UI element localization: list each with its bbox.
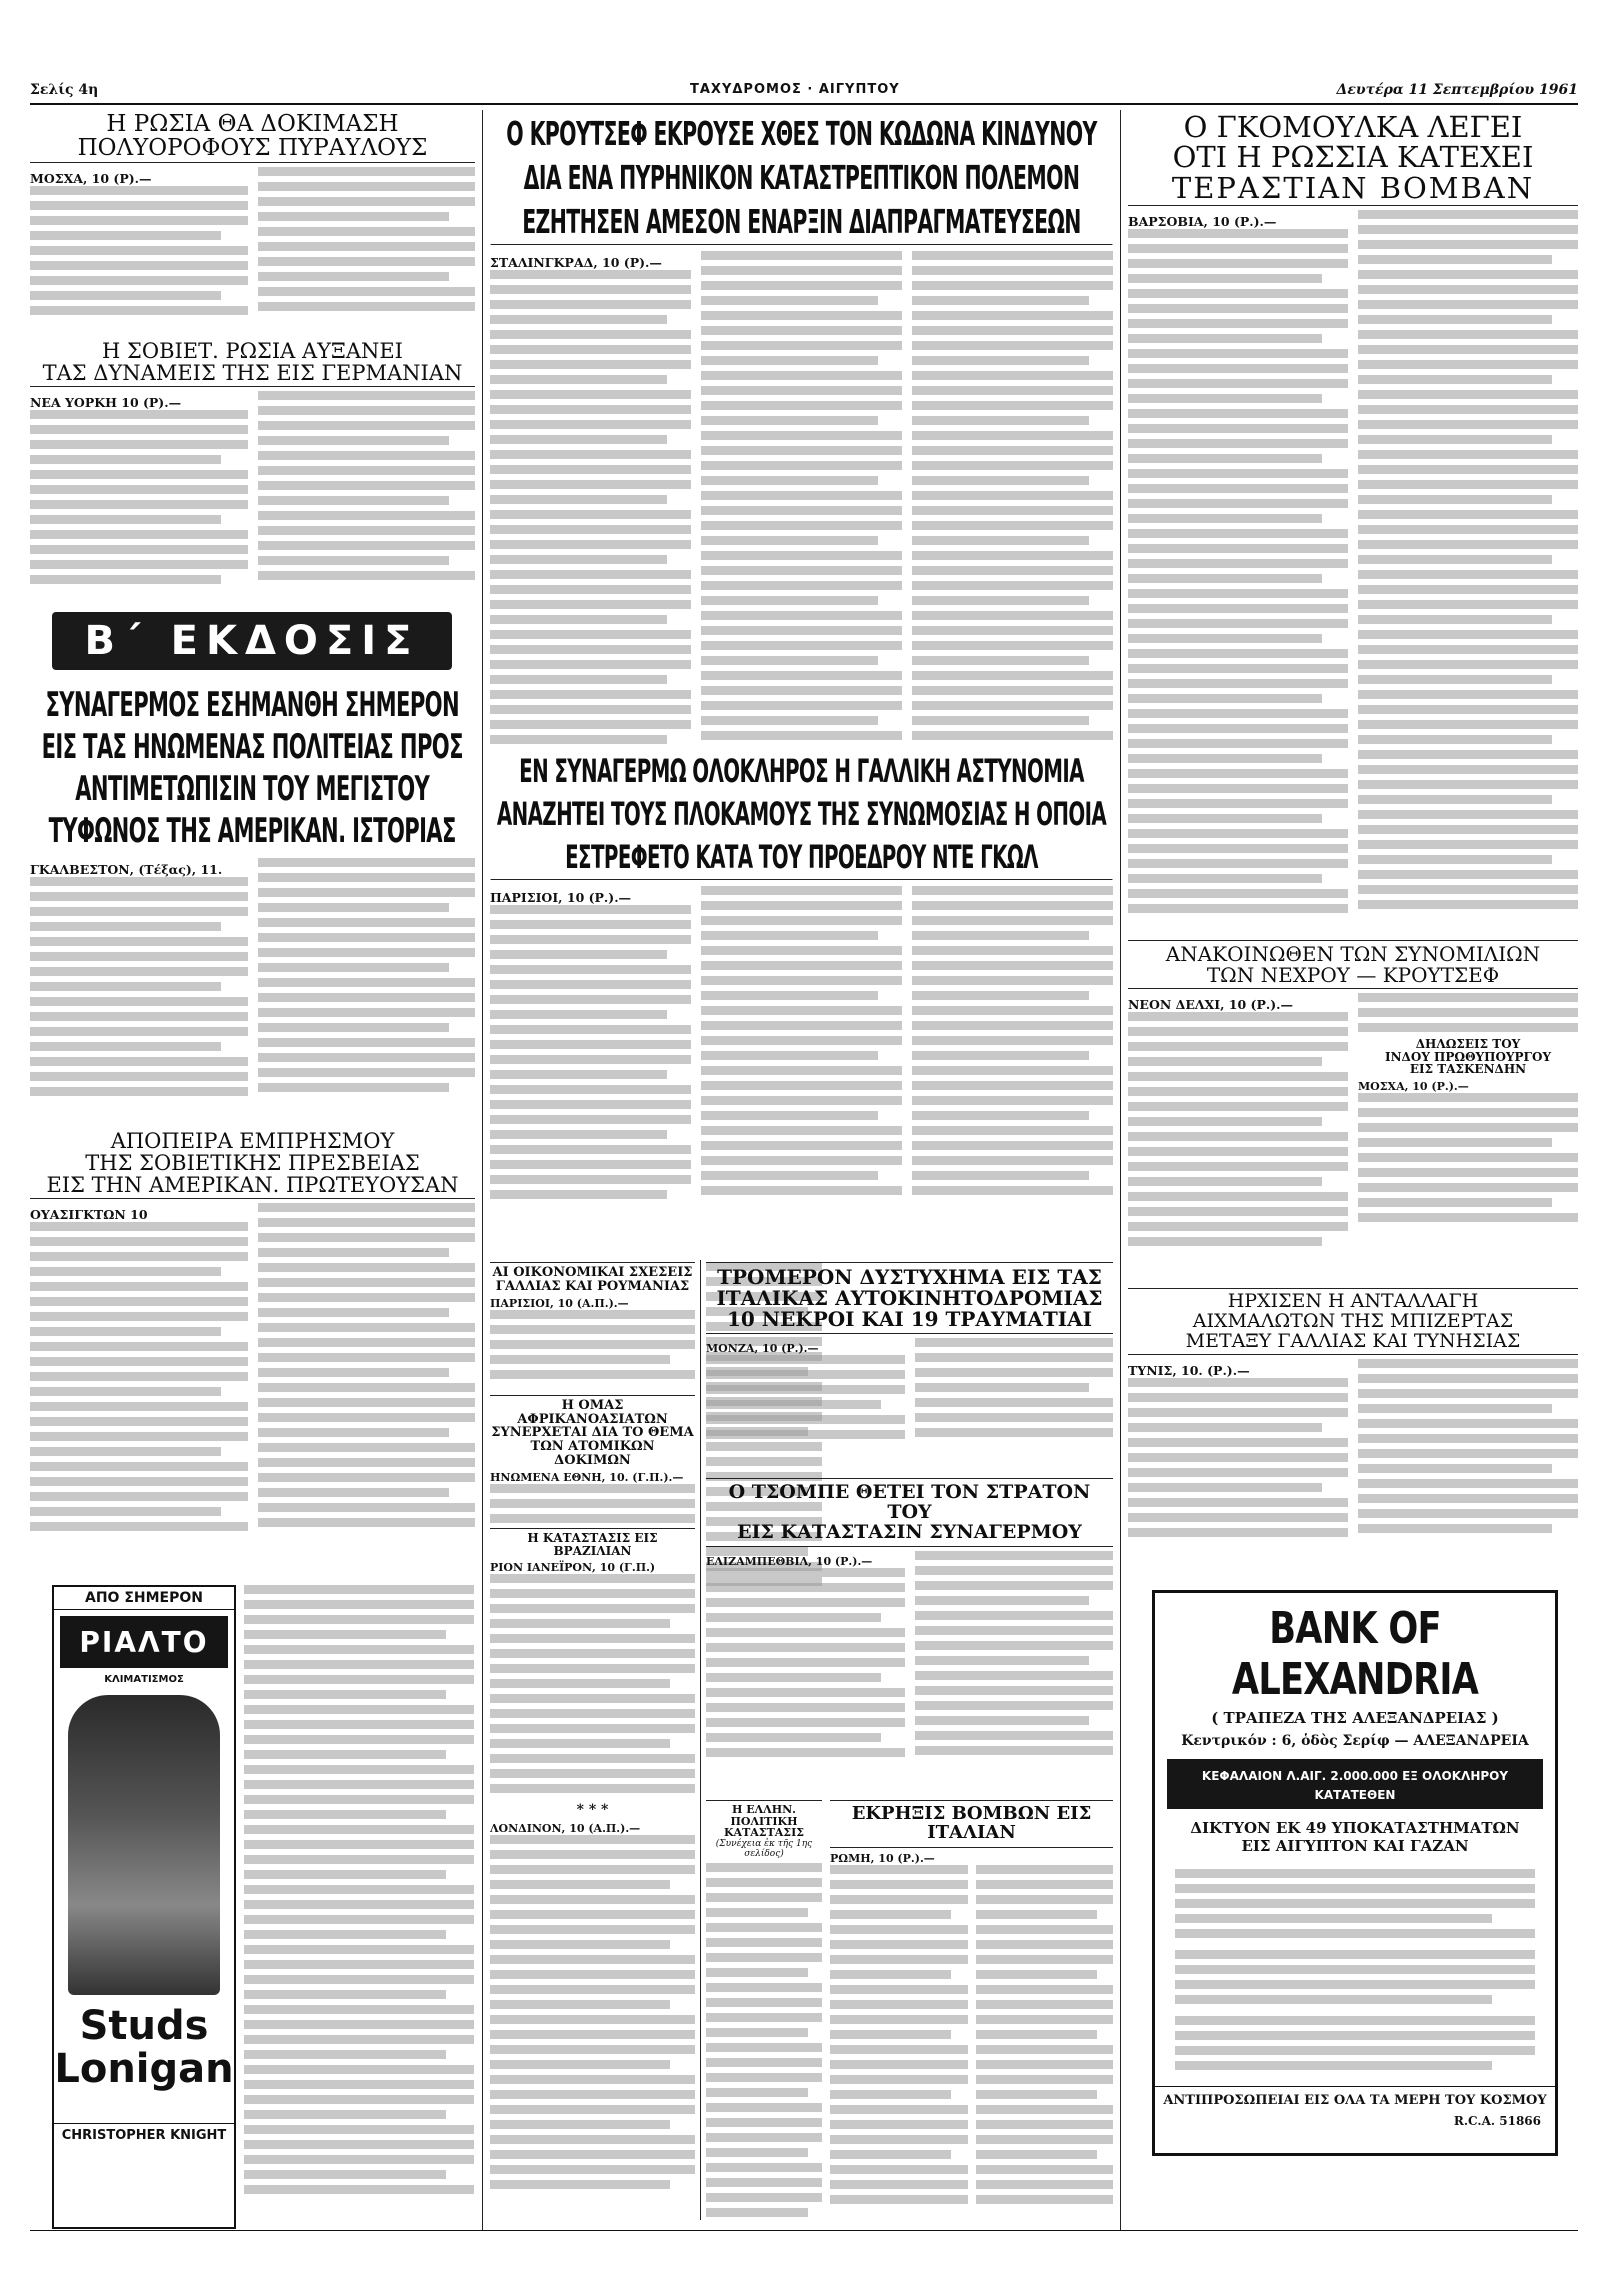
- headline: ΣΥΝΕΡΧΕΤΑΙ ΔΙΑ ΤΟ ΘΕΜΑ: [491, 1425, 694, 1441]
- dateline: ΗΝΩΜΕΝΑ ΕΘΝΗ, 10. (Γ.Π.).—: [490, 1471, 684, 1485]
- bank-name: BANK OF ALEXANDRIA: [1231, 1603, 1479, 1705]
- dateline: ΠΑΡΙΣΙΟΙ, 10 (Α.Π.).—: [490, 1297, 629, 1311]
- article-embassy-arson: [30, 1130, 475, 1580]
- dateline: ΡΙΟΝ ΙΑΝΕΪΡΟΝ, 10 (Γ.Π.): [490, 1561, 656, 1575]
- headline: ΑΝΑΚΟΙΝΩΘΕΝ ΤΩΝ ΣΥΝΟΜΙΛΙΩΝ: [1128, 940, 1578, 965]
- dateline: ΟΥΑΣΙΓΚΤΩΝ 10: [30, 1207, 148, 1223]
- subheadline: ΕΙΣ ΤΑΣΚΕΝΔΗΝ: [1409, 1062, 1527, 1077]
- bank-capital: [1167, 1759, 1543, 1809]
- headline: Ο ΚΡΟΥΤΣΕΦ ΕΚΡΟΥΣΕ ΧΘΕΣ ΤΟΝ ΚΩΔΩΝΑ ΚΙΝΔΥΝΟΥ ΔΙΑ ΕΝΑ ΠΥΡΗΝΙΚΟΝ ΚΑΤΑΣΤΡΕΠΤΙΚΟΝ ΠΟΛΕΜΟΝ ΕΖΗΤΗΣΕΝ ΑΜΕΣΟΝ ΕΝΑΡΞΙΝ ΔΙΑΠΡΑΓΜΑΤΕΥΣΕΩΝ: [491, 112, 1113, 245]
- masthead-rule: [30, 103, 1578, 105]
- headline: ΤΗΣ ΣΟΒΙΕΤΙΚΗΣ ΠΡΕΣΒΕΙΑΣ: [85, 1151, 420, 1176]
- headline: ΟΤΙ Η ΡΩΣΣΙΑ ΚΑΤΕΧΕΙ: [1172, 140, 1534, 175]
- ad-from-today: ΑΠΟ ΣΗΜΕΡΟΝ: [54, 1587, 234, 1610]
- headline: ΤΕΡΑΣΤΙΑΝ ΒΟΜΒΑΝ: [1128, 173, 1578, 206]
- headline: ΗΡΧΙΣΕΝ Η ΑΝΤΑΛΛΑΓΗ: [1128, 1288, 1578, 1312]
- dateline: ΡΩΜΗ, 10 (Ρ.).—: [830, 1851, 935, 1865]
- dateline: ΝΕΑ ΥΟΡΚΗ 10 (Ρ).—: [30, 395, 182, 411]
- headline: Ο ΤΣΟΜΠΕ ΘΕΤΕΙ ΤΟΝ ΣΤΡΑΤΟΝ ΤΟΥ: [706, 1478, 1113, 1523]
- headline: ΕΝ ΣΥΝΑΓΕΡΜΩ ΟΛΟΚΛΗΡΟΣ Η ΓΑΛΛΙΚΗ ΑΣΤΥΝΟΜΙΑ ΑΝΑΖΗΤΕΙ ΤΟΥΣ ΠΛΟΚΑΜΟΥΣ ΤΗΣ ΣΥΝΩΜΟΣΙΑΣ Η ΟΠΟΙΑ ΕΣΤΡΕΦΕΤΟ ΚΑΤΑ ΤΟΥ ΠΡΟΕΔΡΟΥ ΝΤΕ ΓΚΩΛ: [491, 750, 1113, 880]
- footer-rule: [30, 2230, 1578, 2231]
- dateline: ΕΛΙΖΑΜΠΕΘΒΙΛ, 10 (Ρ.).—: [706, 1554, 873, 1568]
- headline: Η ΡΩΣΙΑ ΘΑ ΔΟΚΙΜΑΣΗ: [106, 112, 399, 137]
- ad-venue-name: ΡΙΑΛΤΟ: [79, 1625, 209, 1659]
- dateline: ΜΟΝΖΑ, 10 (Ρ.).—: [706, 1342, 819, 1355]
- headline: ΕΚΡΗΞΙΣ ΒΟΜΒΩΝ ΕΙΣ ΙΤΑΛΙΑΝ: [830, 1800, 1113, 1848]
- bank-hq: Κεντρικόν : 6, ὁδὸς Σερίφ — ΑΛΕΞΑΝΔΡΕΙΑ: [1181, 1733, 1529, 1749]
- headline: ΤΡΟΜΕΡΟΝ ΔΥΣΤΥΧΗΜΑ ΕΙΣ ΤΑΣ: [706, 1262, 1113, 1288]
- masthead: [30, 82, 1578, 102]
- article-khrushchev: [490, 112, 1113, 744]
- article-soviet-forces: [30, 340, 475, 600]
- dateline: ΒΑΡΣΟΒΙΑ, 10 (Ρ.).—: [1128, 214, 1277, 230]
- divider-center-a: [700, 1260, 701, 2220]
- article-french-police: [490, 750, 1113, 1250]
- article-brazil-cont: [244, 1585, 474, 2225]
- dateline: ΜΟΣΧΑ, 10 (Ρ).—: [30, 171, 152, 187]
- article-italy-bombs: [830, 1800, 1113, 2222]
- headline: ΠΟΛΥΟΡΟΦΟΥΣ ΠΥΡΑΥΛΟΥΣ: [30, 136, 475, 163]
- article-russia-rockets: [30, 112, 475, 334]
- article-hurricane: [30, 684, 475, 1124]
- ad-poster-figure: [68, 1695, 220, 1995]
- article-tshombe: [706, 1478, 1113, 1794]
- edition-badge: [52, 612, 452, 670]
- article-london: [490, 1802, 695, 2222]
- article-greek-politics-head: [706, 1800, 822, 2222]
- headline: ΑΙΧΜΑΛΩΤΩΝ ΤΗΣ ΜΠΙΖΕΡΤΑΣ: [1192, 1309, 1514, 1332]
- ad-title-1: Studs: [79, 2003, 209, 2049]
- headline: ΕΙΣ ΚΑΤΑΣΤΑΣΙΝ ΣΥΝΑΓΕΡΜΟΥ: [706, 1523, 1113, 1547]
- article-gomulka: [1128, 112, 1578, 932]
- dateline: ΠΑΡΙΣΙΟΙ, 10 (Ρ.).—: [490, 890, 632, 905]
- headline: ΤΑΣ ΔΥΝΑΜΕΙΣ ΤΗΣ ΕΙΣ ΓΕΡΜΑΝΙΑΝ: [30, 362, 475, 387]
- paper-name: ΤΑΧΥΔΡΟΜΟΣ · ΑΙΓΥΠΤΟΥ: [690, 82, 900, 97]
- headline: ΤΩΝ ΑΤΟΜΙΚΩΝ ΔΟΚΙΜΩΝ: [530, 1438, 655, 1468]
- headline: 10 ΝΕΚΡΟΙ ΚΑΙ 19 ΤΡΑΥΜΑΤΙΑΙ: [706, 1309, 1113, 1334]
- bank-network: ΔΙΚΤΥΟΝ ΕΚ 49 ΥΠΟΚΑΤΑΣΤΗΜΑΤΩΝ: [1190, 1819, 1520, 1837]
- divider-2: [1120, 110, 1121, 2230]
- continuation-note: (Συνέχεια ἐκ τῆς 1ης σελίδος): [715, 1838, 813, 1859]
- bank-reps: ΑΝΤΙΠΡΟΣΩΠΕΙΑΙ ΕΙΣ ΟΛΑ ΤΑ ΜΕΡΗ ΤΟΥ ΚΟΣΜΟΥ: [1155, 2086, 1555, 2108]
- bank-code: R.C.A. 51866: [1453, 2114, 1541, 2128]
- bank-ad: [1152, 1590, 1558, 2156]
- headline: ΤΩΝ ΝΕΧΡΟΥ — ΚΡΟΥΤΣΕΦ: [1128, 965, 1578, 989]
- headline: Η ΕΛΛΗΝ. ΠΟΛΙΤΙΚΗ ΚΑΤΑΣΤΑΣΙΣ: [706, 1800, 822, 1839]
- ad-venue: [60, 1616, 228, 1668]
- ad-star: CHRISTOPHER KNIGHT: [54, 2123, 234, 2143]
- bank-greek-name: ( ΤΡΑΠΕΖΑ ΤΗΣ ΑΛΕΞΑΝΔΡΕΙΑΣ ): [1211, 1709, 1499, 1727]
- headline: ΜΕΤΑΞΥ ΓΑΛΛΙΑΣ ΚΑΙ ΤΥΝΗΣΙΑΣ: [1128, 1332, 1578, 1355]
- article-nehru-khrushchev: [1128, 940, 1578, 1280]
- edition-badge-label: Β΄ ΕΚΔΟΣΙΣ: [84, 618, 420, 664]
- headline: ΑΠΟΠΕΙΡΑ ΕΜΠΡΗΣΜΟΥ: [110, 1130, 395, 1153]
- article-italy-crash: [706, 1262, 1113, 1472]
- page-date: Δευτέρα 11 Σεπτεμβρίου 1961: [1336, 82, 1578, 98]
- headline: ΣΥΝΑΓΕΡΜΟΣ ΕΣΗΜΑΝΘΗ ΣΗΜΕΡΟΝ ΕΙΣ ΤΑΣ ΗΝΩΜΕΝΑΣ ΠΟΛΙΤΕΙΑΣ ΠΡΟΣ ΑΝΤΙΜΕΤΩΠΙΣΙΝ ΤΟΥ ΜΕΓΙΣΤΟΥ ΤΥΦΩΝΟΣ ΤΗΣ ΑΜΕΡΙΚΑΝ. ΙΣΤΟΡΙΑΣ: [41, 685, 464, 851]
- article-france-romania: [490, 1262, 695, 1390]
- stars-divider: * * *: [576, 1802, 609, 1818]
- headline: ΕΙΣ ΤΗΝ ΑΜΕΡΙΚΑΝ. ΠΡΩΤΕΥΟΥΣΑΝ: [30, 1174, 475, 1199]
- headline: Η ΚΑΤΑΣΤΑΣΙΣ ΕΙΣ ΒΡΑΖΙΛΙΑΝ: [490, 1528, 695, 1557]
- dateline: ΓΚΑΛΒΕΣΤΟΝ, (Τέξας), 11.: [30, 862, 223, 877]
- headline: Η ΣΟΒΙΕΤ. ΡΩΣΙΑ ΑΥΞΑΝΕΙ: [102, 340, 403, 363]
- divider-1: [482, 110, 483, 2230]
- article-afroasian-group: [490, 1395, 695, 1523]
- headline: Η ΟΜΑΣ ΑΦΡΙΚΑΝΟΑΣΙΑΤΩΝ: [490, 1395, 695, 1426]
- dateline: ΜΟΣΧΑ, 10 (Ρ.).—: [1358, 1079, 1469, 1093]
- headline: ΓΑΛΛΙΑΣ ΚΑΙ ΡΟΥΜΑΝΙΑΣ: [495, 1278, 690, 1294]
- cinema-ad: [52, 1585, 236, 2229]
- dateline: ΛΟΝΔΙΝΟΝ, 10 (Α.Π.).—: [490, 1822, 641, 1835]
- headline: Ο ΓΚΟΜΟΥΛΚΑ ΛΕΓΕΙ: [1183, 112, 1523, 144]
- ad-title-2: Lonigan: [54, 2046, 234, 2092]
- page-label: Σελίς 4η: [30, 82, 99, 98]
- subheadline: ΔΗΛΩΣΕΙΣ ΤΟΥ: [1415, 1037, 1521, 1051]
- headline: ΑΙ ΟΙΚΟΝΟΜΙΚΑΙ ΣΧΕΣΕΙΣ: [490, 1262, 695, 1280]
- dateline: ΣΤΑΛΙΝΓΚΡΑΔ, 10 (Ρ).—: [490, 255, 662, 270]
- bank-network-2: ΕΙΣ ΑΙΓΥΠΤΟΝ ΚΑΙ ΓΑΖΑΝ: [1241, 1837, 1469, 1855]
- article-brazil: [490, 1528, 695, 1798]
- subheadline: ΙΝΔΟΥ ΠΡΩΘΥΠΟΥΡΓΟΥ: [1384, 1049, 1552, 1064]
- ad-cooling: ΚΛΙΜΑΤΙΣΜΟΣ: [104, 1674, 184, 1685]
- dateline: ΝΕΟΝ ΔΕΛΧΙ, 10 (Ρ.).—: [1128, 997, 1293, 1012]
- dateline: ΤΥΝΙΣ, 10. (Ρ.).—: [1128, 1362, 1250, 1378]
- article-bizerte-prisoners: [1128, 1288, 1578, 1578]
- bank-capital-text: ΚΕΦΑΛΑΙΟΝ Λ.ΑΙΓ. 2.000.000 ΕΞ ΟΛΟΚΛΗΡΟΥ ΚΑΤΑΤΕΘΕΝ: [1201, 1769, 1509, 1802]
- headline: ΙΤΑΛΙΚΑΣ ΑΥΤΟΚΙΝΗΤΟΔΡΟΜΙΑΣ: [716, 1286, 1103, 1310]
